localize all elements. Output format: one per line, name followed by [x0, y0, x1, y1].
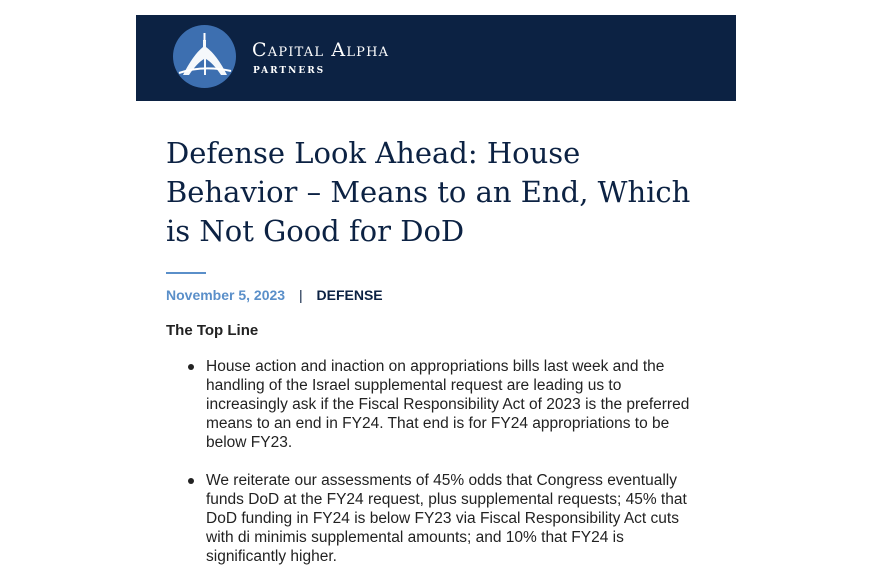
- capitol-dome-icon[interactable]: [173, 25, 236, 88]
- bullet-icon: [188, 364, 194, 370]
- meta-separator: |: [298, 287, 303, 303]
- bullet-icon: [188, 478, 194, 484]
- section-heading: The Top Line: [166, 322, 259, 339]
- list-item: [166, 357, 696, 452]
- article-date: November 5, 2023: [166, 287, 286, 303]
- list-item: [166, 471, 696, 566]
- article-meta: [166, 287, 383, 303]
- header-banner: [136, 15, 736, 101]
- article-category[interactable]: DEFENSE: [316, 287, 383, 303]
- bullet-text: House action and inaction on appropriations bills last week and the handling of the Israel supplemental request are leading us to increasingly ask if the Fiscal Responsibility Act of 2023 is the preferred means to an end in FY24. That end is for FY24 appropriations to be below FY23.: [206, 358, 690, 451]
- bullet-list: [166, 357, 696, 585]
- title-divider: [166, 272, 206, 274]
- brand-subtitle: PARTNERS: [253, 66, 326, 76]
- bullet-text: We reiterate our assessments of 45% odds that Congress eventually funds DoD at the FY24 request, plus supplemental requests; 45% that DoD funding in FY24 is below FY23 via Fiscal Responsibility Act cuts with di minimis supplemental amounts; and 10% that FY24 is significantly higher.: [206, 472, 687, 565]
- brand-name[interactable]: Capital Alpha: [252, 39, 390, 61]
- article-title: Defense Look Ahead: House Behavior – Means to an End, Which is Not Good for DoD: [166, 136, 691, 248]
